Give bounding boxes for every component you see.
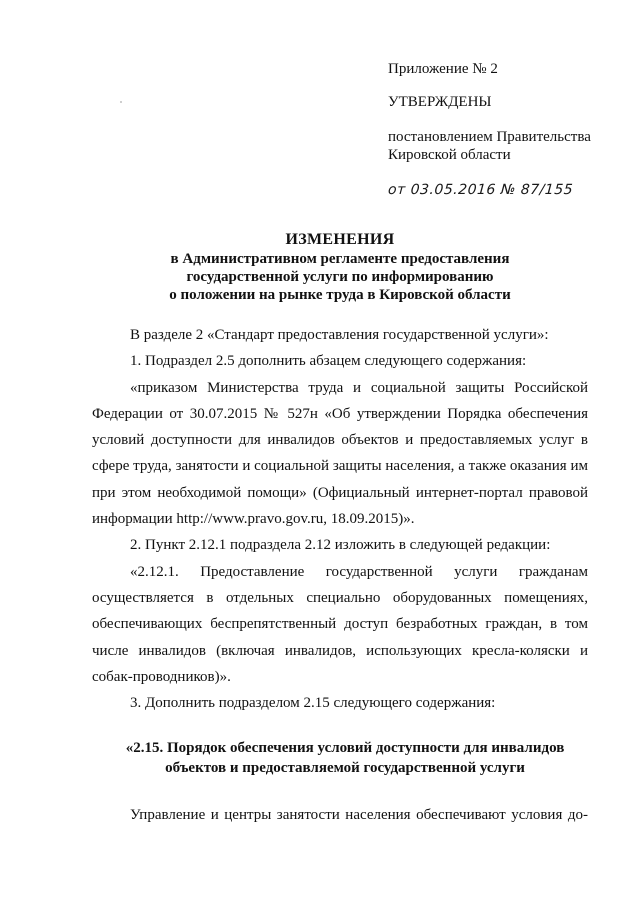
title-main: ИЗМЕНЕНИЯ	[285, 231, 395, 248]
paragraph-1: В разделе 2 «Стандарт предоставления государственной услуги»:	[130, 327, 549, 343]
title-line-1: в Административном регламенте предоставления	[170, 251, 510, 267]
section-heading	[110, 738, 580, 778]
document-title	[110, 231, 570, 304]
title-line-3: о положении на рынке труда в Кировской области	[169, 287, 511, 303]
paragraph-7: Управление и центры занятости населения обеспечивают условия до-	[130, 807, 588, 823]
continuation-paragraph	[92, 802, 588, 828]
approved-label: УТВЕРЖДЕНЫ	[388, 94, 492, 110]
paragraph-5: «2.12.1. Предоставление государственной услуги гражданам осуществляется в отдельных специально оборудованных помещениях, обеспечивающих беспрепятственный доступ безработных граждан, в том числе инвалидов (включая инвалидов, использующих кресла-коляски и собак-проводников)».	[92, 563, 588, 685]
appendix-label: Приложение № 2	[388, 61, 498, 77]
paragraph-2: 1. Подраздел 2.5 дополнить абзацем следующего содержания:	[130, 353, 527, 370]
decree-text	[388, 128, 591, 164]
decree-line-1: постановлением Правительства	[388, 129, 591, 145]
paragraph-6: 3. Дополнить подразделом 2.15 следующего содержания:	[130, 695, 496, 712]
section-heading-line-1: «2.15. Порядок обеспечения условий доступности для инвалидов	[125, 740, 565, 756]
paragraph-3: «приказом Министерства труда и социальной защиты Российской Федерации от 30.07.2015 № 527н «Об утверждении Порядка обеспечения условий доступности для инвалидов объектов и предоставляемых услуг в сфере труда, занятости и социальной защиты населения, а также оказания им при этом необходимой помощи» (Официальный интернет-портал правовой информации http://www.pravo.gov.ru, 18.09.2015)».	[92, 379, 588, 528]
scan-speck	[120, 101, 122, 103]
section-heading-line-2: объектов и предоставляемой государственной услуги	[165, 760, 525, 776]
decree-line-2: Кировской области	[388, 147, 511, 163]
title-line-2: государственной услуги по информированию	[186, 269, 494, 285]
document-body	[92, 322, 588, 716]
paragraph-4: 2. Пункт 2.12.1 подраздела 2.12 изложить в следующей редакции:	[130, 537, 551, 554]
handwritten-date-number: от 03.05.2016 № 87/155	[387, 182, 574, 198]
